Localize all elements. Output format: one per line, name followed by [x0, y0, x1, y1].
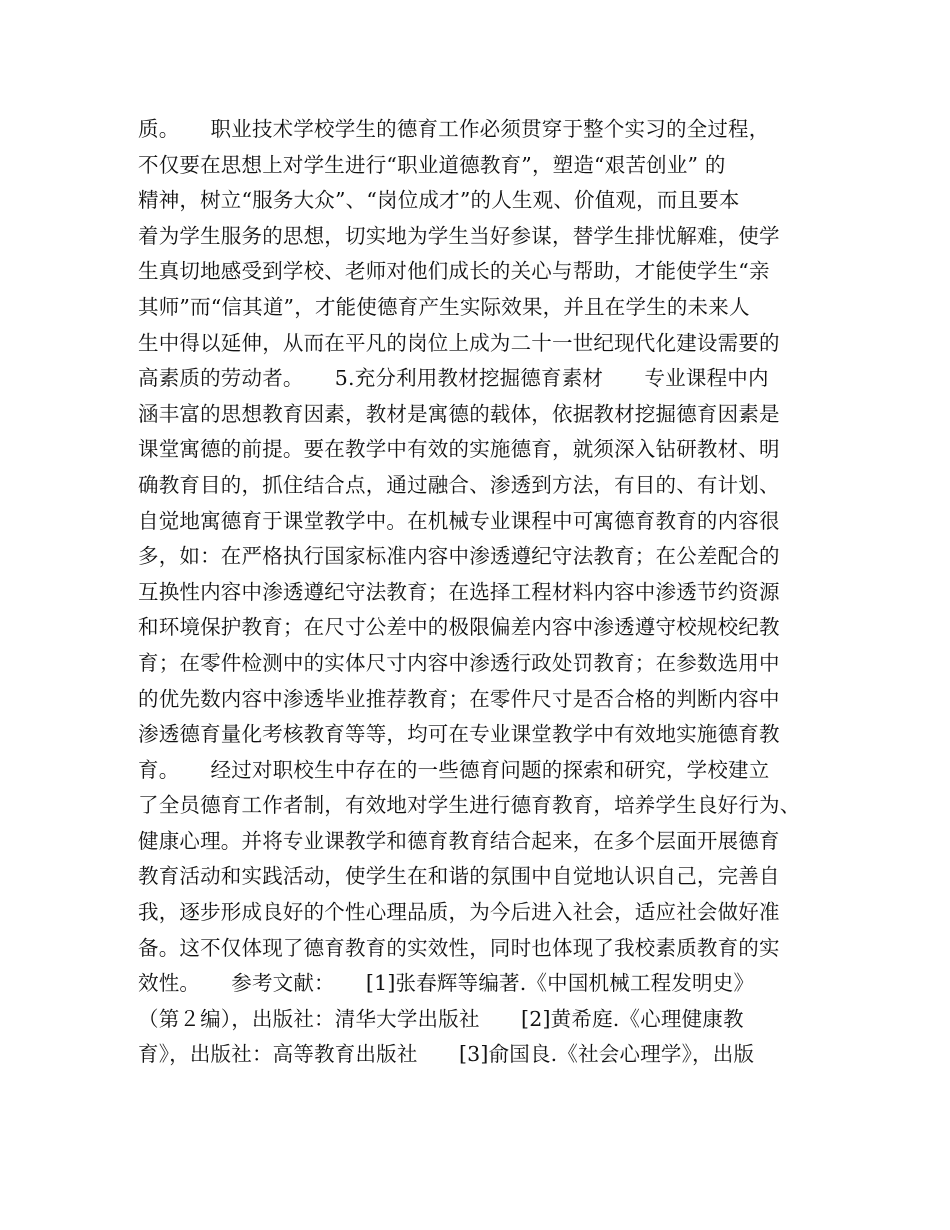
text-line: 健康心理。并将专业课教学和德育教育结合起来，在多个层面开展德育	[138, 828, 780, 853]
text-line: 其师”而“信其道”，才能使德育产生实际效果，并且在学生的未来人	[138, 294, 750, 319]
text-line: 教育活动和实践活动，使学生在和谐的氛围中自觉地认识自己，完善自	[138, 864, 780, 889]
text-line: 多，如：在严格执行国家标准内容中渗透遵纪守法教育；在公差配合的	[138, 544, 780, 569]
text-line: 生真切地感受到学校、老师对他们成长的关心与帮助，才能使学生“亲	[138, 259, 770, 284]
text-line: 备。这不仅体现了德育教育的实效性，同时也体现了我校素质教育的实	[138, 935, 780, 960]
text-line: 效性。 参考文献： [1]张春辉等编著.《中国机械工程发明史》	[138, 971, 755, 996]
text-line: （第２编），出版社：清华大学出版社 [2]黄希庭.《心理健康教	[138, 1006, 744, 1031]
text-line: 着为学生服务的思想，切实地为学生当好参谋，替学生排忧解难，使学	[138, 223, 780, 248]
text-line: 的优先数内容中渗透毕业推荐教育；在零件尺寸是否合格的判断内容中	[138, 686, 780, 711]
text-line: 高素质的劳动者。 5.充分利用教材挖掘德育素材 专业课程中内	[138, 366, 769, 391]
text-line: 渗透德育量化考核教育等等，均可在专业课堂教学中有效地实施德育教	[138, 722, 780, 747]
text-line: 互换性内容中渗透遵纪守法教育；在选择工程材料内容中渗透节约资源	[138, 579, 780, 604]
text-line: 生中得以延伸，从而在平凡的岗位上成为二十一世纪现代化建设需要的	[138, 330, 780, 355]
body-text	[138, 112, 818, 1073]
text-line: 育》，出版社：高等教育出版社 [3]俞国良.《社会心理学》，出版	[138, 1042, 755, 1067]
text-line: 确教育目的，抓住结合点，通过融合、渗透到方法，有目的、有计划、	[138, 472, 780, 497]
text-line: 了全员德育工作者制，有效地对学生进行德育教育，培养学生良好行为、	[138, 793, 801, 818]
text-line: 不仅要在思想上对学生进行“职业道德教育”，塑造“艰苦创业” 的	[138, 152, 726, 177]
text-line: 精神，树立“服务大众”、“岗位成才”的人生观、价值观，而且要本	[138, 188, 740, 213]
text-line: 自觉地寓德育于课堂教学中。在机械专业课程中可寓德育教育的内容很	[138, 508, 780, 533]
text-line: 和环境保护教育；在尺寸公差中的极限偏差内容中渗透遵守校规校纪教	[138, 615, 780, 640]
text-line: 育；在零件检测中的实体尺寸内容中渗透行政处罚教育；在参数选用中	[138, 650, 780, 675]
text-line: 我，逐步形成良好的个性心理品质，为今后进入社会，适应社会做好准	[138, 900, 780, 925]
text-line: 课堂寓德的前提。要在教学中有效的实施德育，就须深入钻研教材、明	[138, 437, 780, 462]
text-line: 育。 经过对职校生中存在的一些德育问题的探索和研究，学校建立	[138, 757, 770, 782]
text-line: 涵丰富的思想教育因素，教材是寓德的载体，依据教材挖掘德育因素是	[138, 401, 780, 426]
text-line: 质。 职业技术学校学生的德育工作必须贯穿于整个实习的全过程，	[138, 117, 770, 141]
